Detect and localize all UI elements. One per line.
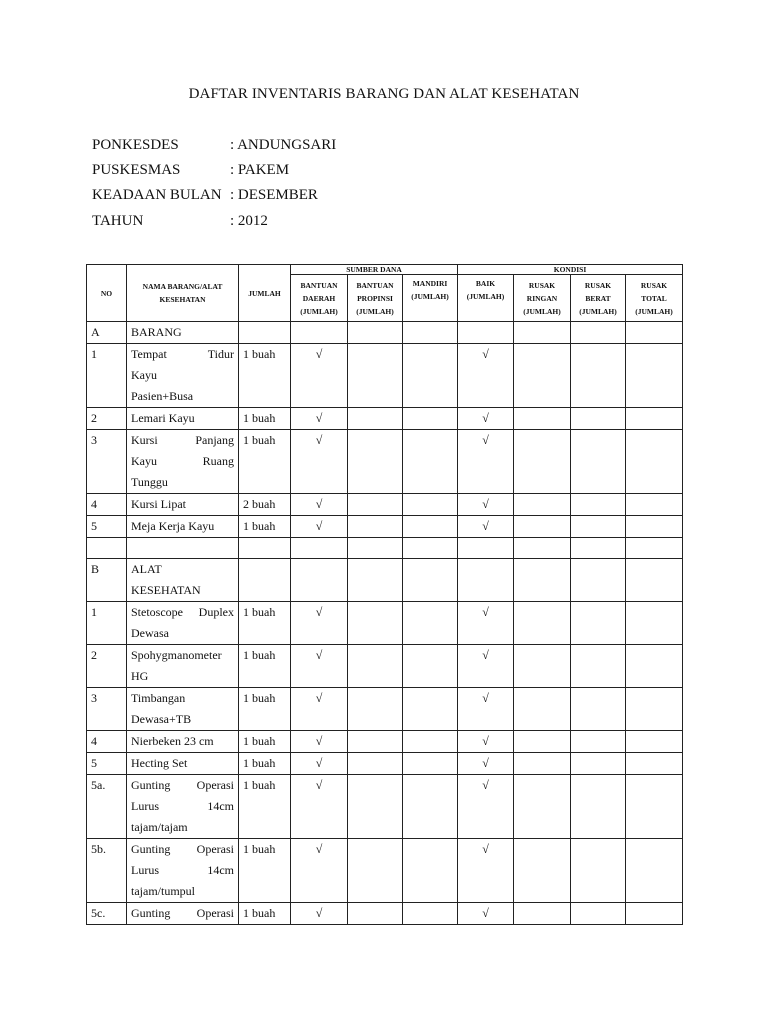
cell-rusak-total <box>626 753 683 775</box>
cell-nama: Hecting Set <box>127 753 239 775</box>
info-value: : PAKEM <box>230 162 290 178</box>
cell-baik: √ <box>458 688 514 731</box>
cell-no: A <box>87 322 127 344</box>
cell-rusak-ringan <box>514 559 571 602</box>
cell-nama-line: tajam/tumpul <box>131 884 195 898</box>
cell-mandiri <box>403 775 458 839</box>
cell-rusak-berat <box>571 494 626 516</box>
cell-nama-line: Dewasa+TB <box>131 712 192 726</box>
cell-nama-line: Kursi Panjang <box>131 433 234 447</box>
info-label: PONKESDES <box>92 137 179 153</box>
cell-nama-line: Tempat Tidur <box>131 347 234 361</box>
cell-rusak-total <box>626 322 683 344</box>
cell-baik <box>458 538 514 559</box>
cell-rusak-berat <box>571 753 626 775</box>
cell-bantuan-propinsi <box>348 538 403 559</box>
table-row <box>87 344 683 408</box>
cell-rusak-ringan <box>514 344 571 408</box>
cell-baik: √ <box>458 408 514 430</box>
cell-mandiri <box>403 538 458 559</box>
info-tahun <box>92 213 268 230</box>
cell-jumlah: 1 buah <box>239 775 291 839</box>
cell-rusak-total <box>626 538 683 559</box>
cell-rusak-berat <box>571 688 626 731</box>
cell-baik: √ <box>458 903 514 925</box>
cell-jumlah: 1 buah <box>239 753 291 775</box>
header-nama: NAMA BARANG/ALAT KESEHATAN <box>127 265 239 322</box>
cell-nama-line: KESEHATAN <box>131 583 201 597</box>
table-row <box>87 516 683 538</box>
cell-nama <box>127 645 239 688</box>
cell-rusak-berat <box>571 903 626 925</box>
cell-rusak-berat <box>571 516 626 538</box>
cell-rusak-total <box>626 494 683 516</box>
cell-bantuan-daerah <box>291 322 348 344</box>
cell-bantuan-daerah: √ <box>291 344 348 408</box>
cell-jumlah: 1 buah <box>239 731 291 753</box>
cell-rusak-total <box>626 430 683 494</box>
header-mandiri: MANDIRI (JUMLAH) <box>403 275 458 322</box>
cell-bantuan-propinsi <box>348 408 403 430</box>
cell-no: 5c. <box>87 903 127 925</box>
cell-bantuan-daerah: √ <box>291 753 348 775</box>
cell-jumlah <box>239 559 291 602</box>
cell-no: B <box>87 559 127 602</box>
cell-rusak-ringan <box>514 494 571 516</box>
cell-rusak-ringan <box>514 602 571 645</box>
table-row <box>87 753 683 775</box>
cell-rusak-berat <box>571 645 626 688</box>
cell-no: 5 <box>87 753 127 775</box>
cell-rusak-berat <box>571 602 626 645</box>
cell-bantuan-daerah: √ <box>291 602 348 645</box>
cell-jumlah: 1 buah <box>239 688 291 731</box>
table-row <box>87 775 683 839</box>
cell-mandiri <box>403 903 458 925</box>
cell-bantuan-propinsi <box>348 903 403 925</box>
cell-bantuan-daerah: √ <box>291 839 348 903</box>
cell-jumlah: 1 buah <box>239 645 291 688</box>
cell-nama-line: Timbangan <box>131 691 186 705</box>
cell-nama: Gunting Operasi <box>127 903 239 925</box>
cell-nama: BARANG <box>127 322 239 344</box>
table-row <box>87 538 683 559</box>
cell-mandiri <box>403 322 458 344</box>
header-bantuan-daerah: BANTUAN DAERAH (JUMLAH) <box>291 275 348 322</box>
cell-rusak-total <box>626 516 683 538</box>
header-sumber-dana: SUMBER DANA <box>291 265 458 275</box>
header-kondisi: KONDISI <box>458 265 683 275</box>
cell-baik: √ <box>458 344 514 408</box>
cell-rusak-total <box>626 645 683 688</box>
cell-bantuan-propinsi <box>348 322 403 344</box>
header-jumlah: JUMLAH <box>239 265 291 322</box>
cell-nama-line: Kayu Ruang <box>131 454 234 468</box>
cell-nama-line: Lurus 14cm <box>131 799 234 813</box>
cell-rusak-berat <box>571 559 626 602</box>
cell-bantuan-propinsi <box>348 731 403 753</box>
table-row <box>87 645 683 688</box>
info-value: : DESEMBER <box>230 187 318 203</box>
cell-baik: √ <box>458 602 514 645</box>
info-value: : 2012 <box>230 213 268 229</box>
cell-jumlah: 1 buah <box>239 344 291 408</box>
cell-nama-line: HG <box>131 669 149 683</box>
cell-rusak-ringan <box>514 408 571 430</box>
table-row <box>87 602 683 645</box>
cell-baik: √ <box>458 731 514 753</box>
table-row <box>87 688 683 731</box>
cell-bantuan-daerah: √ <box>291 731 348 753</box>
cell-mandiri <box>403 344 458 408</box>
cell-mandiri <box>403 602 458 645</box>
cell-jumlah <box>239 322 291 344</box>
cell-rusak-total <box>626 344 683 408</box>
cell-no: 3 <box>87 430 127 494</box>
cell-nama-line: Tunggu <box>131 475 168 489</box>
table-row <box>87 430 683 494</box>
cell-nama <box>127 839 239 903</box>
table-row <box>87 559 683 602</box>
cell-bantuan-propinsi <box>348 645 403 688</box>
cell-no: 5 <box>87 516 127 538</box>
cell-bantuan-propinsi <box>348 602 403 645</box>
info-puskesmas <box>92 162 289 179</box>
cell-bantuan-propinsi <box>348 516 403 538</box>
cell-jumlah: 1 buah <box>239 602 291 645</box>
cell-nama <box>127 602 239 645</box>
header-rusak-total: RUSAK TOTAL (JUMLAH) <box>626 275 683 322</box>
cell-rusak-ringan <box>514 839 571 903</box>
cell-no: 3 <box>87 688 127 731</box>
cell-bantuan-daerah: √ <box>291 494 348 516</box>
cell-nama <box>127 538 239 559</box>
table-row <box>87 903 683 925</box>
info-label: PUSKESMAS <box>92 162 181 178</box>
cell-nama <box>127 559 239 602</box>
cell-baik: √ <box>458 516 514 538</box>
cell-bantuan-daerah: √ <box>291 775 348 839</box>
cell-rusak-total <box>626 559 683 602</box>
table-row <box>87 731 683 753</box>
table-row <box>87 322 683 344</box>
cell-nama-line: Pasien+Busa <box>131 389 194 403</box>
cell-rusak-berat <box>571 430 626 494</box>
cell-baik: √ <box>458 839 514 903</box>
cell-rusak-ringan <box>514 753 571 775</box>
header-bantuan-propinsi: BANTUAN PROPINSI (JUMLAH) <box>348 275 403 322</box>
cell-mandiri <box>403 753 458 775</box>
cell-mandiri <box>403 688 458 731</box>
cell-no <box>87 538 127 559</box>
cell-jumlah: 1 buah <box>239 903 291 925</box>
cell-no: 2 <box>87 645 127 688</box>
cell-bantuan-daerah: √ <box>291 645 348 688</box>
cell-rusak-ringan <box>514 688 571 731</box>
cell-bantuan-daerah: √ <box>291 430 348 494</box>
cell-nama: Nierbeken 23 cm <box>127 731 239 753</box>
cell-rusak-berat <box>571 344 626 408</box>
cell-no: 5a. <box>87 775 127 839</box>
cell-baik <box>458 559 514 602</box>
cell-nama-line: ALAT <box>131 562 162 576</box>
cell-mandiri <box>403 516 458 538</box>
cell-jumlah: 1 buah <box>239 430 291 494</box>
cell-rusak-ringan <box>514 645 571 688</box>
cell-rusak-ringan <box>514 516 571 538</box>
cell-rusak-berat <box>571 538 626 559</box>
cell-mandiri <box>403 645 458 688</box>
cell-baik: √ <box>458 753 514 775</box>
cell-bantuan-daerah <box>291 559 348 602</box>
info-ponkesdes <box>92 137 336 154</box>
cell-bantuan-propinsi <box>348 430 403 494</box>
cell-nama-line: Lurus 14cm <box>131 863 234 877</box>
cell-rusak-berat <box>571 322 626 344</box>
cell-baik: √ <box>458 775 514 839</box>
cell-nama: Kursi Lipat <box>127 494 239 516</box>
cell-bantuan-propinsi <box>348 775 403 839</box>
cell-jumlah: 1 buah <box>239 839 291 903</box>
cell-rusak-ringan <box>514 775 571 839</box>
cell-bantuan-daerah: √ <box>291 408 348 430</box>
cell-rusak-ringan <box>514 430 571 494</box>
cell-rusak-ringan <box>514 903 571 925</box>
header-rusak-berat: RUSAK BERAT (JUMLAH) <box>571 275 626 322</box>
cell-jumlah: 1 buah <box>239 408 291 430</box>
cell-mandiri <box>403 494 458 516</box>
cell-nama <box>127 688 239 731</box>
cell-nama: Lemari Kayu <box>127 408 239 430</box>
cell-rusak-ringan <box>514 538 571 559</box>
cell-nama-line: Spohygmanometer <box>131 648 222 662</box>
inventory-table <box>86 264 683 925</box>
table-row <box>87 408 683 430</box>
header-baik: BAIK (JUMLAH) <box>458 275 514 322</box>
cell-rusak-berat <box>571 775 626 839</box>
cell-bantuan-daerah <box>291 538 348 559</box>
cell-rusak-total <box>626 903 683 925</box>
cell-no: 4 <box>87 731 127 753</box>
cell-no: 1 <box>87 602 127 645</box>
cell-bantuan-daerah: √ <box>291 688 348 731</box>
cell-nama-line: tajam/tajam <box>131 820 188 834</box>
table-row <box>87 839 683 903</box>
cell-no: 1 <box>87 344 127 408</box>
cell-jumlah <box>239 538 291 559</box>
document-title: DAFTAR INVENTARIS BARANG DAN ALAT KESEHATAN <box>188 86 580 102</box>
cell-nama <box>127 430 239 494</box>
cell-bantuan-propinsi <box>348 344 403 408</box>
cell-rusak-berat <box>571 839 626 903</box>
cell-mandiri <box>403 839 458 903</box>
cell-bantuan-propinsi <box>348 839 403 903</box>
cell-rusak-total <box>626 688 683 731</box>
cell-bantuan-propinsi <box>348 753 403 775</box>
header-no: NO <box>87 265 127 322</box>
cell-nama-line: Gunting Operasi <box>131 842 234 856</box>
cell-no: 5b. <box>87 839 127 903</box>
header-rusak-ringan: RUSAK RINGAN (JUMLAH) <box>514 275 571 322</box>
info-label: TAHUN <box>92 213 144 229</box>
cell-rusak-berat <box>571 731 626 753</box>
cell-jumlah: 2 buah <box>239 494 291 516</box>
cell-nama <box>127 775 239 839</box>
cell-no: 2 <box>87 408 127 430</box>
cell-rusak-ringan <box>514 731 571 753</box>
cell-bantuan-daerah: √ <box>291 516 348 538</box>
cell-rusak-total <box>626 731 683 753</box>
cell-nama-line: Stetoscope Duplex <box>131 605 234 619</box>
cell-bantuan-propinsi <box>348 559 403 602</box>
cell-rusak-total <box>626 408 683 430</box>
cell-mandiri <box>403 731 458 753</box>
cell-mandiri <box>403 559 458 602</box>
cell-rusak-berat <box>571 408 626 430</box>
info-label: KEADAAN BULAN <box>92 187 222 203</box>
cell-rusak-total <box>626 839 683 903</box>
info-value: : ANDUNGSARI <box>230 137 337 153</box>
info-keadaan-bulan <box>92 187 318 204</box>
cell-nama-line: Gunting Operasi <box>131 778 234 792</box>
cell-rusak-ringan <box>514 322 571 344</box>
cell-rusak-total <box>626 602 683 645</box>
cell-rusak-total <box>626 775 683 839</box>
cell-no: 4 <box>87 494 127 516</box>
cell-bantuan-daerah: √ <box>291 903 348 925</box>
cell-baik: √ <box>458 494 514 516</box>
cell-bantuan-propinsi <box>348 688 403 731</box>
cell-baik: √ <box>458 430 514 494</box>
cell-mandiri <box>403 430 458 494</box>
cell-nama-line: Kayu <box>131 368 157 382</box>
cell-nama-line: Dewasa <box>131 626 169 640</box>
cell-baik <box>458 322 514 344</box>
cell-baik: √ <box>458 645 514 688</box>
cell-jumlah: 1 buah <box>239 516 291 538</box>
cell-nama <box>127 344 239 408</box>
table-row <box>87 494 683 516</box>
cell-mandiri <box>403 408 458 430</box>
cell-bantuan-propinsi <box>348 494 403 516</box>
cell-nama: Meja Kerja Kayu <box>127 516 239 538</box>
